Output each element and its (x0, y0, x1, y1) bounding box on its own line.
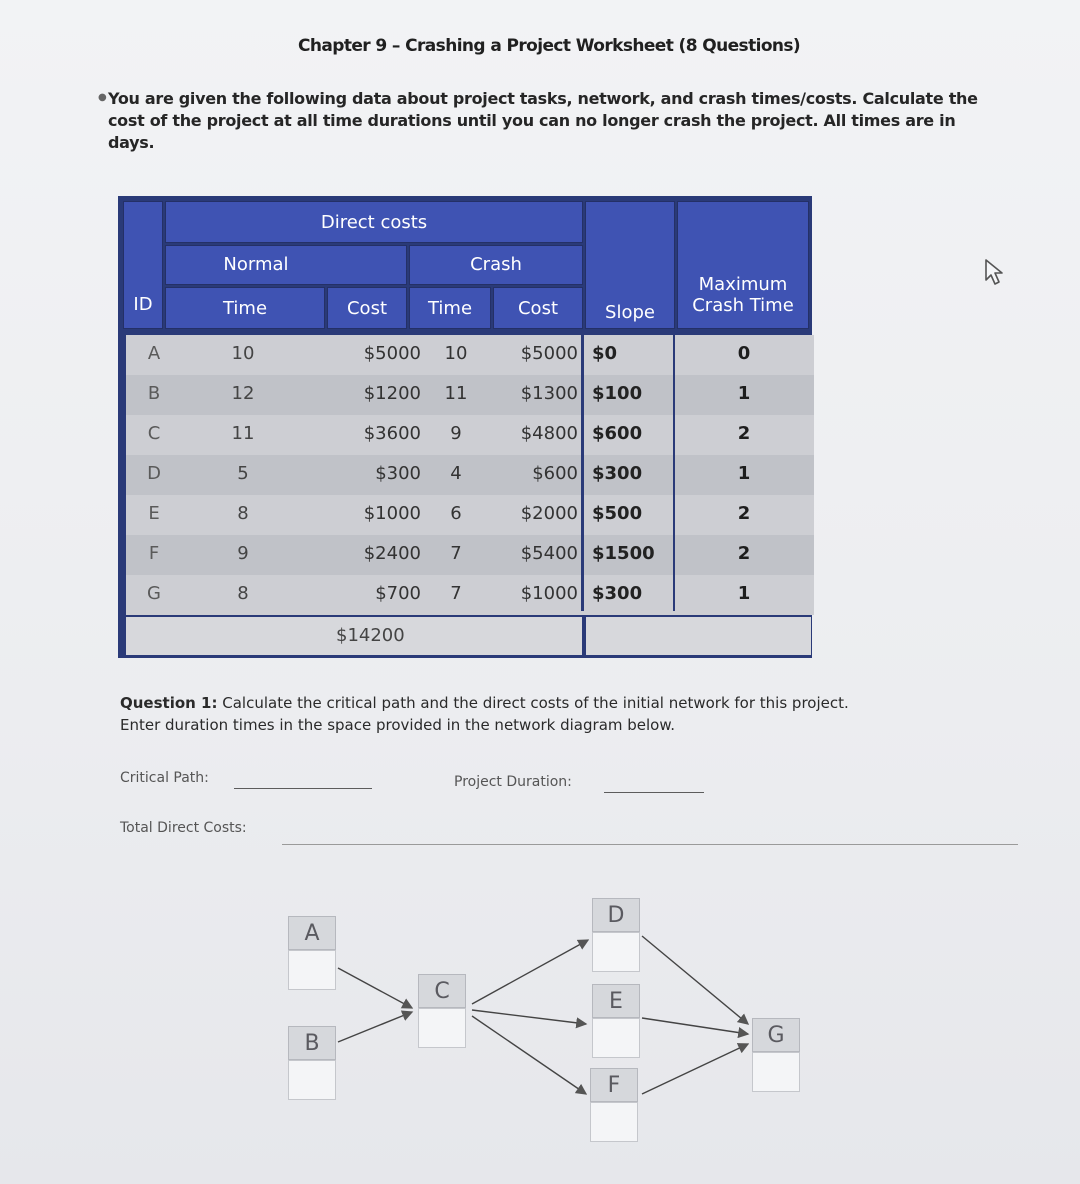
row-crash-time: 4 (450, 463, 462, 484)
normal-time-label: Time (222, 298, 268, 319)
row-crash-cost: $1300 (520, 383, 578, 404)
row-normal-time: 11 (231, 423, 255, 444)
row-crash-time: 6 (450, 503, 462, 524)
node-e-duration-box[interactable] (592, 1018, 640, 1058)
row-slope: $1500 (592, 543, 655, 564)
row-normal-time: 9 (237, 543, 249, 564)
row-normal-time: 10 (231, 343, 255, 364)
arrow-e-g (642, 1018, 748, 1034)
arrow-c-d (472, 940, 588, 1004)
row-max-crash: 1 (737, 463, 751, 484)
max-crash-header-line2: Crash Time (692, 295, 794, 316)
row-normal-time: 5 (237, 463, 249, 484)
row-id: B (147, 383, 161, 404)
row-normal-cost: $1200 (363, 383, 421, 404)
id-header: ID (133, 294, 153, 315)
arrow-f-g (642, 1044, 748, 1094)
page-title: Chapter 9 – Crashing a Project Worksheet (8 Questions) (298, 36, 801, 56)
row-normal-time: 8 (237, 583, 249, 604)
node-d-duration-box[interactable] (592, 932, 640, 972)
arrow-c-e (472, 1010, 586, 1024)
row-crash-cost: $1000 (520, 583, 578, 604)
row-normal-cost: $5000 (363, 343, 421, 364)
row-normal-cost: $700 (375, 583, 421, 604)
row-normal-cost: $300 (375, 463, 421, 484)
row-normal-time: 8 (237, 503, 249, 524)
node-f: F (590, 1068, 638, 1102)
arrow-a-c (338, 968, 412, 1008)
row-normal-cost: $2400 (363, 543, 421, 564)
direct-costs-label: Direct costs (320, 212, 428, 233)
critical-path-label: Critical Path: (120, 770, 209, 786)
crash-label: Crash (470, 254, 522, 275)
row-id: C (147, 423, 161, 444)
node-g-duration-box[interactable] (752, 1052, 800, 1092)
row-id: E (148, 503, 160, 524)
total-normal-cost: $14200 (336, 625, 405, 646)
row-id: F (148, 543, 160, 564)
node-f-duration-box[interactable] (590, 1102, 638, 1142)
row-crash-time: 11 (444, 383, 468, 404)
row-max-crash: 2 (737, 423, 751, 444)
total-direct-costs-label: Total Direct Costs: (120, 820, 247, 836)
node-c: C (418, 974, 466, 1008)
row-normal-time: 12 (231, 383, 255, 404)
node-a-duration-box[interactable] (288, 950, 336, 990)
question-1-text: Calculate the critical path and the direct costs of the initial network for this project. (217, 694, 849, 712)
node-c-duration-box[interactable] (418, 1008, 466, 1048)
row-crash-time: 10 (444, 343, 468, 364)
row-max-crash: 1 (737, 383, 751, 404)
arrow-c-f (472, 1016, 586, 1094)
normal-cost-label: Cost (346, 298, 388, 319)
arrow-d-g (642, 936, 748, 1024)
row-slope: $300 (592, 583, 643, 604)
arrow-b-c (338, 1012, 412, 1042)
max-crash-header-line1: Maximum (698, 274, 788, 295)
row-max-crash: 2 (737, 503, 751, 524)
row-crash-cost: $5400 (520, 543, 578, 564)
row-max-crash: 2 (737, 543, 751, 564)
row-crash-time: 7 (450, 543, 462, 564)
node-b-duration-box[interactable] (288, 1060, 336, 1100)
node-g: G (752, 1018, 800, 1052)
row-crash-cost: $600 (532, 463, 578, 484)
question-1-label: Question 1: (120, 694, 218, 712)
node-b: B (288, 1026, 336, 1060)
crash-cost-label: Cost (517, 298, 559, 319)
row-id: D (147, 463, 161, 484)
slope-header: Slope (605, 302, 655, 323)
row-id: G (147, 583, 161, 604)
row-crash-cost: $2000 (520, 503, 578, 524)
normal-label: Normal (223, 254, 289, 275)
row-max-crash: 0 (737, 343, 751, 364)
row-normal-cost: $1000 (363, 503, 421, 524)
node-a: A (288, 916, 336, 950)
row-crash-time: 7 (450, 583, 462, 604)
project-duration-label: Project Duration: (454, 774, 572, 790)
row-slope: $0 (592, 343, 618, 364)
row-normal-cost: $3600 (363, 423, 421, 444)
node-d: D (592, 898, 640, 932)
intro-paragraph: You are given the following data about project tasks, network, and crash times/costs. Calculate the cost of the project at all time durations until you can no longer crash the project. All times are in days. (108, 89, 978, 152)
row-slope: $600 (592, 423, 643, 444)
row-id: A (147, 343, 161, 364)
row-crash-time: 9 (450, 423, 462, 444)
row-max-crash: 1 (737, 583, 751, 604)
node-e: E (592, 984, 640, 1018)
question-1-text-2: Enter duration times in the space provided in the network diagram below. (120, 716, 676, 734)
row-crash-cost: $4800 (520, 423, 578, 444)
row-crash-cost: $5000 (520, 343, 578, 364)
row-slope: $500 (592, 503, 643, 524)
row-slope: $100 (592, 383, 643, 404)
bullet-marker: ● (98, 92, 107, 103)
row-slope: $300 (592, 463, 643, 484)
crash-time-label: Time (427, 298, 473, 319)
